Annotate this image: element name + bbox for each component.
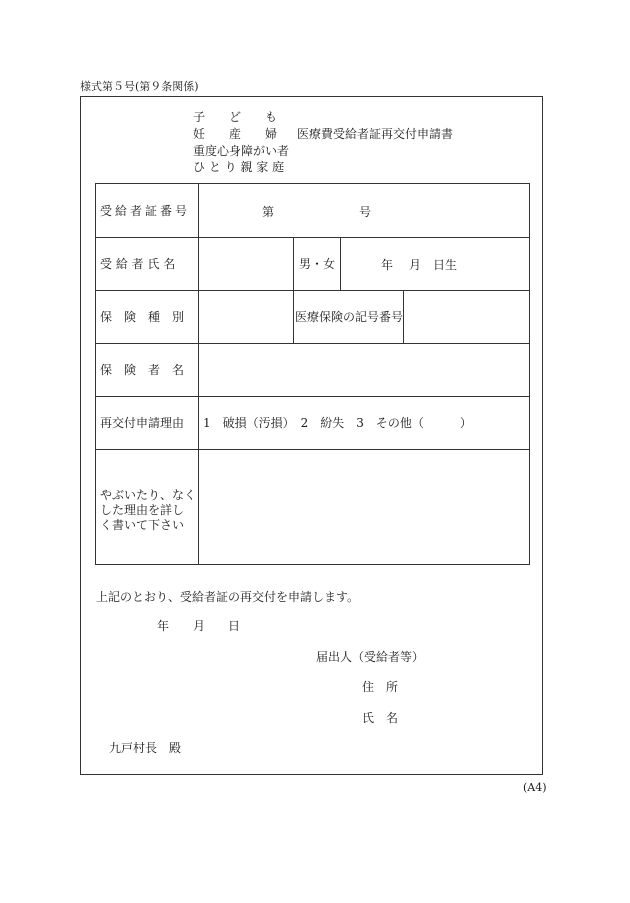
insurance-type-field[interactable] — [199, 290, 293, 343]
applicant-label: 届出人（受給者等） — [316, 650, 425, 664]
form-number: 様式第５号(第９条関係) — [80, 80, 199, 93]
title-category-pregnant: 妊 産 婦 — [193, 127, 278, 141]
date-day-label: 日 — [228, 619, 241, 633]
title-category-disability: 重度心身障がい者 — [193, 144, 290, 158]
insurance-type-label: 保 険 種 別 — [100, 310, 185, 324]
cert-number-label: 受給者証番号 — [100, 204, 191, 218]
birth-date-field[interactable] — [341, 237, 529, 290]
insurer-name-field[interactable] — [199, 343, 529, 396]
title-category-children: 子 ど も — [193, 110, 278, 124]
date-year-label: 年 — [157, 619, 170, 633]
birth-year-label: 年 — [381, 258, 394, 272]
recipient-name-field[interactable] — [199, 237, 293, 290]
detail-reason-field[interactable] — [199, 450, 529, 564]
insurance-code-field[interactable] — [404, 290, 529, 343]
cert-number-prefix: 第 — [262, 205, 275, 219]
applicant-address-label: 住 所 — [362, 680, 399, 694]
detail-label-line-2: した理由を詳し — [100, 503, 185, 517]
reason-options[interactable]: 1 破損（汚損） 2 紛失 3 その他（ ） — [203, 416, 472, 430]
reason-label: 再交付申請理由 — [100, 416, 185, 430]
addressee: 九戸村長 殿 — [109, 741, 182, 755]
sex-select[interactable]: 男・女 — [298, 257, 335, 271]
detail-label-line-3: く書いて下さい — [100, 518, 185, 532]
birth-month-label: 月 — [409, 258, 422, 272]
cert-number-field[interactable] — [199, 184, 529, 237]
paper-size-label: (A4) — [523, 781, 547, 794]
recipient-name-label: 受 給 者 氏 名 — [100, 257, 176, 271]
date-month-label: 月 — [193, 619, 206, 633]
detail-label-line-1: やぶいたり、なく — [100, 488, 197, 502]
application-table — [95, 183, 530, 565]
statement-text: 上記のとおり、受給者証の再交付を申請します。 — [96, 590, 360, 604]
title-category-single-parent: ひ と り 親 家 庭 — [193, 160, 285, 174]
form-title: 医療費受給者証再交付申請書 — [297, 127, 454, 141]
applicant-name-label: 氏 名 — [362, 711, 399, 725]
birth-day-label: 日生 — [433, 258, 458, 272]
cert-number-suffix: 号 — [359, 205, 372, 219]
insurer-name-label: 保 険 者 名 — [100, 363, 185, 377]
insurance-code-label: 医療保険の記号番号 — [295, 310, 404, 324]
